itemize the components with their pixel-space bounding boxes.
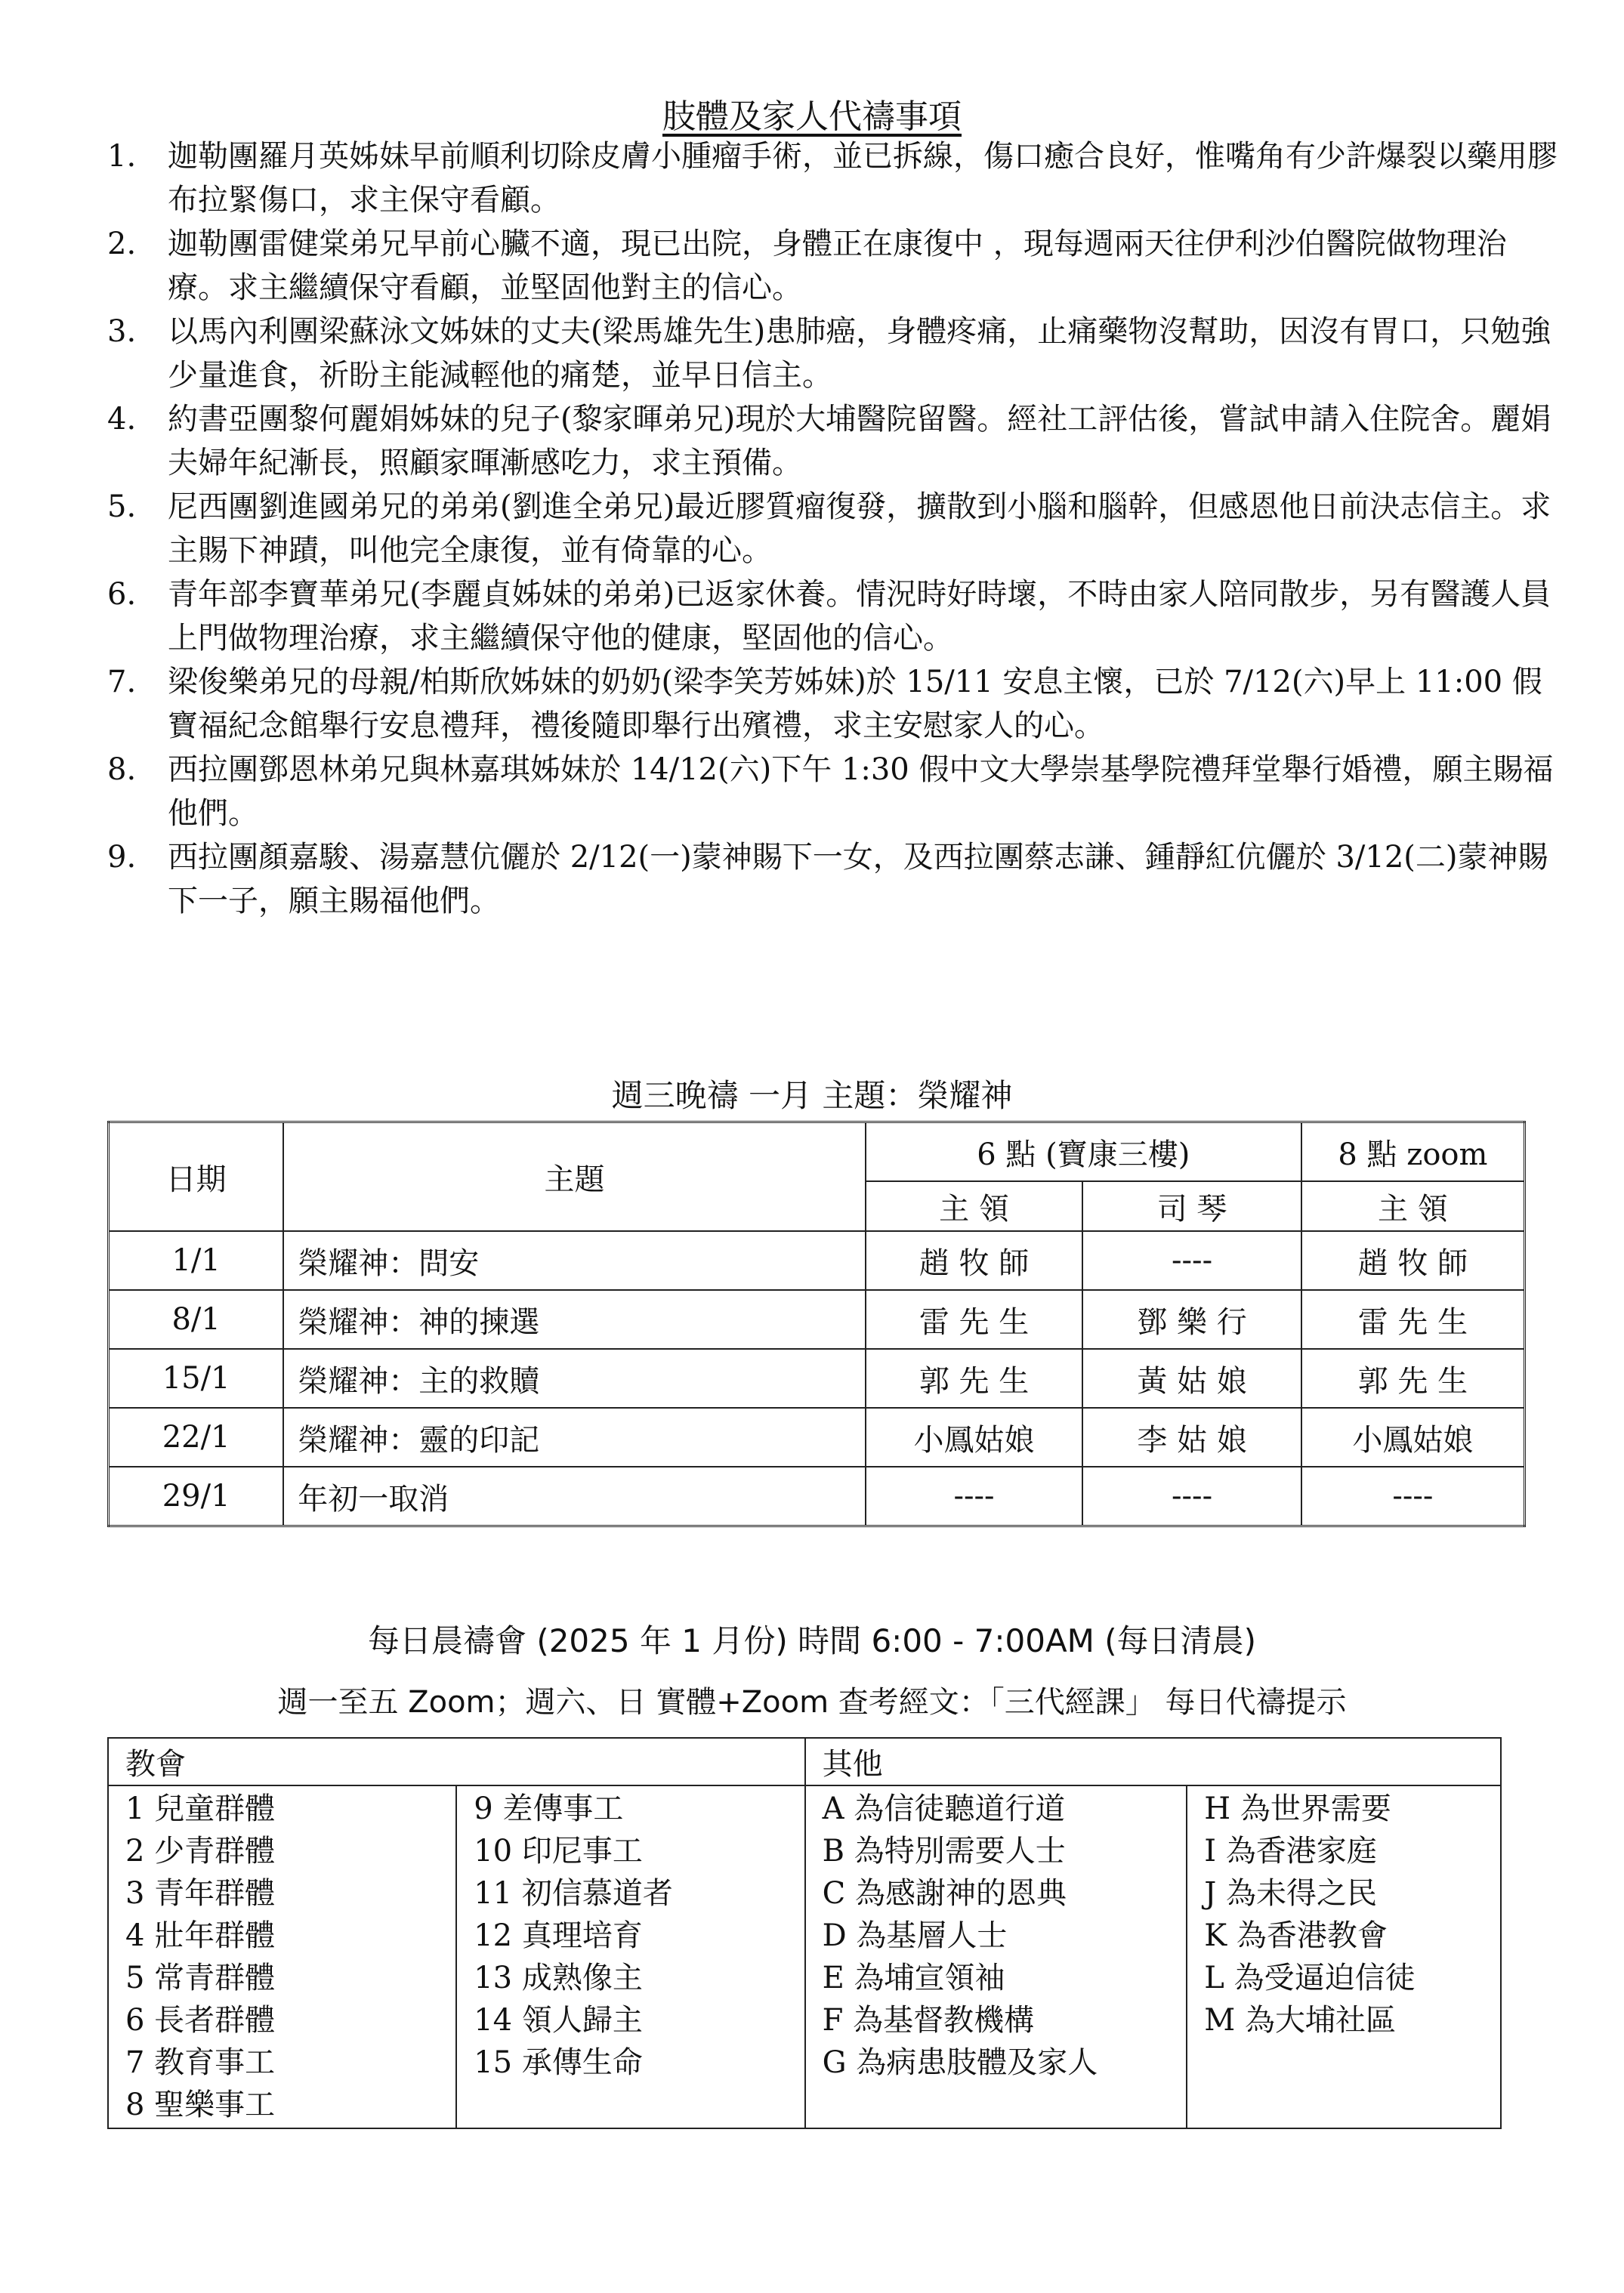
list-item: 4 壯年群體 xyxy=(125,1918,276,1953)
prayer-item xyxy=(107,485,1558,572)
prayer-item-text: 以馬內利團梁蘇泳文姊妹的丈夫(梁馬雄先生)患肺癌，身體疼痛，止痛藥物沒幫助，因沒有胃口，只勉強少量進食，祈盼主能減輕他的痛楚，並早日信主。 xyxy=(168,314,1551,393)
list-item: 7 教育事工 xyxy=(125,2045,276,2080)
cell-6pm-leader: 趙 牧 師 xyxy=(866,1231,1083,1290)
weekly-schedule-table xyxy=(107,1121,1526,1527)
cell-date: 22/1 xyxy=(109,1408,284,1467)
header-theme: 主題 xyxy=(283,1122,866,1232)
morning-prayer-subtitle: 週一至五 Zoom；週六、日 實體+Zoom 查考經文：「三代經課」 每日代禱提示 xyxy=(277,1685,1347,1720)
table-row xyxy=(109,1231,1525,1290)
prayer-item xyxy=(107,134,1558,222)
list-item: 13 成熟像主 xyxy=(474,1961,643,1995)
list-item: M 為大埔社區 xyxy=(1204,2003,1396,2038)
prayer-item-number: 3. xyxy=(107,314,137,349)
header-8pm-group: 8 點 zoom xyxy=(1301,1122,1525,1182)
list-item: E 為埔宣領袖 xyxy=(822,1961,1005,1995)
prayer-title: 肢體及家人代禱事項 xyxy=(662,97,962,136)
list-item: 11 初信慕道者 xyxy=(474,1876,673,1911)
list-item: 15 承傳生命 xyxy=(474,2045,643,2080)
morning-prayer-title: 每日晨禱會 (2025 年 1 月份) 時間 6:00 - 7:00AM (每日清晨) xyxy=(367,1622,1257,1659)
prayer-item-text: 迦勒團雷健棠弟兄早前心臟不適，現已出院，身體正在康復中 ，現每週兩天往伊利沙伯醫院做物理治療。求主繼續保守看顧，並堅固他對主的信心。 xyxy=(168,227,1507,305)
cell-date: 15/1 xyxy=(109,1349,284,1408)
church-column-2 xyxy=(456,1785,804,2128)
cell-theme: 榮耀神：主的救贖 xyxy=(283,1349,866,1408)
cell-6pm-pianist: 黃 姑 娘 xyxy=(1082,1349,1301,1408)
prayer-item-text: 梁俊樂弟兄的母親/柏斯欣姊妹的奶奶(梁李笑芳姊妹)於 15/11 安息主懷，已於 7/12(六)早上 11:00 假寶福紀念館舉行安息禮拜，禮後隨即舉行出殯禮，求主安慰家人的心。 xyxy=(168,665,1542,743)
list-item: L 為受逼迫信徒 xyxy=(1204,1961,1416,1995)
table-row xyxy=(109,1290,1525,1349)
prayer-item-text: 西拉團鄧恩林弟兄與林嘉琪姊妹於 14/12(六)下午 1:30 假中文大學崇基學院禮拜堂舉行婚禮，願主賜福他們。 xyxy=(168,752,1554,831)
cell-8pm-leader: ---- xyxy=(1301,1467,1525,1526)
weekly-title: 週三晚禱 一月 主題：榮耀神 xyxy=(611,1077,1013,1114)
cell-theme: 年初一取消 xyxy=(283,1467,866,1526)
prayer-item xyxy=(107,748,1558,835)
prayer-item-number: 1. xyxy=(107,139,137,174)
table-header-row xyxy=(108,1738,1501,1785)
prayer-item-number: 4. xyxy=(107,402,137,437)
list-item: G 為病患肢體及家人 xyxy=(822,2045,1098,2080)
cell-8pm-leader: 雷 先 生 xyxy=(1301,1290,1525,1349)
other-column-2 xyxy=(1187,1785,1501,2128)
header-6pm-group: 6 點 (寶康三樓) xyxy=(866,1122,1301,1182)
cell-8pm-leader: 小鳳姑娘 xyxy=(1301,1408,1525,1467)
prayer-item-number: 6. xyxy=(107,577,137,612)
list-item: 14 領人歸主 xyxy=(474,2003,643,2038)
prayer-item-text: 尼西團劉進國弟兄的弟弟(劉進全弟兄)最近膠質瘤復發，擴散到小腦和腦幹，但感恩他日前決志信主。求主賜下神蹟，叫他完全康復，並有倚靠的心。 xyxy=(168,489,1551,568)
table-row xyxy=(108,1785,1501,2128)
prayer-item-text: 約書亞團黎何麗娟姊妹的兒子(黎家暉弟兄)現於大埔醫院留醫。經社工評估後，嘗試申請入住院舍。麗娟夫婦年紀漸長，照顧家暉漸感吃力，求主預備。 xyxy=(168,402,1551,480)
prayer-item-text: 青年部李寶華弟兄(李麗貞姊妹的弟弟)已返家休養。情況時好時壞，不時由家人陪同散步，另有醫護人員上門做物理治療，求主繼續保守他的健康，堅固他的信心。 xyxy=(168,577,1551,656)
cell-6pm-pianist: 鄧 樂 行 xyxy=(1082,1290,1301,1349)
cell-6pm-pianist: 李 姑 娘 xyxy=(1082,1408,1301,1467)
prayer-list xyxy=(107,134,1558,923)
prayer-item-number: 2. xyxy=(107,227,137,261)
prayer-item xyxy=(107,310,1558,397)
cell-theme: 榮耀神：問安 xyxy=(283,1231,866,1290)
header-date: 日期 xyxy=(109,1122,284,1232)
cell-date: 29/1 xyxy=(109,1467,284,1526)
list-item: 9 差傳事工 xyxy=(474,1792,624,1826)
list-item: 12 真理培育 xyxy=(474,1918,643,1953)
list-item: K 為香港教會 xyxy=(1204,1918,1388,1953)
table-row xyxy=(109,1349,1525,1408)
cell-6pm-pianist: ---- xyxy=(1082,1467,1301,1526)
header-6pm-leader: 主 領 xyxy=(866,1181,1083,1231)
cell-theme: 榮耀神：神的揀選 xyxy=(283,1290,866,1349)
cell-date: 8/1 xyxy=(109,1290,284,1349)
list-item: 6 長者群體 xyxy=(125,2003,276,2038)
prayer-item xyxy=(107,835,1558,923)
list-item: J 為未得之民 xyxy=(1204,1876,1378,1911)
prayer-item-number: 5. xyxy=(107,489,137,524)
table-row xyxy=(109,1408,1525,1467)
list-item: D 為基層人士 xyxy=(822,1918,1008,1953)
cell-6pm-leader: 小鳳姑娘 xyxy=(866,1408,1083,1467)
prayer-item xyxy=(107,572,1558,660)
list-item: B 為特別需要人士 xyxy=(822,1834,1066,1869)
list-item: 8 聖樂事工 xyxy=(125,2088,276,2122)
prayer-item xyxy=(107,222,1558,310)
cell-8pm-leader: 郭 先 生 xyxy=(1301,1349,1525,1408)
table-row xyxy=(109,1467,1525,1526)
list-item: I 為香港家庭 xyxy=(1204,1834,1377,1869)
list-item: 5 常青群體 xyxy=(125,1961,276,1995)
list-item: F 為基督教機構 xyxy=(822,2003,1035,2038)
list-item: H 為世界需要 xyxy=(1204,1792,1391,1826)
cell-theme: 榮耀神：靈的印記 xyxy=(283,1408,866,1467)
other-column-1 xyxy=(805,1785,1187,2128)
list-item: 2 少青群體 xyxy=(125,1834,276,1869)
list-item: 3 青年群體 xyxy=(125,1876,276,1911)
list-item: 1 兒童群體 xyxy=(125,1792,276,1826)
prayer-item-number: 7. xyxy=(107,665,137,699)
other-header: 其他 xyxy=(805,1738,1501,1785)
prayer-item-text: 西拉團顏嘉駿、湯嘉慧伉儷於 2/12(一)蒙神賜下一女，及西拉團蔡志謙、鍾靜紅伉儷於 3/12(二)蒙神賜下一子，願主賜福他們。 xyxy=(168,840,1548,918)
header-6pm-pianist: 司 琴 xyxy=(1082,1181,1301,1231)
morning-prayer-table xyxy=(107,1737,1502,2129)
cell-6pm-pianist: ---- xyxy=(1082,1231,1301,1290)
table-header-row xyxy=(109,1122,1525,1182)
cell-6pm-leader: ---- xyxy=(866,1467,1083,1526)
church-header: 教會 xyxy=(108,1738,805,1785)
prayer-item-number: 8. xyxy=(107,752,137,787)
prayer-item xyxy=(107,660,1558,748)
church-column-1 xyxy=(108,1785,456,2128)
header-8pm-leader: 主 領 xyxy=(1301,1181,1525,1231)
list-item: A 為信徒聽道行道 xyxy=(822,1792,1066,1826)
prayer-item-number: 9. xyxy=(107,840,137,875)
prayer-item xyxy=(107,397,1558,485)
list-item: 10 印尼事工 xyxy=(474,1834,643,1869)
cell-6pm-leader: 郭 先 生 xyxy=(866,1349,1083,1408)
cell-8pm-leader: 趙 牧 師 xyxy=(1301,1231,1525,1290)
prayer-item-text: 迦勒團羅月英姊妹早前順利切除皮膚小腫瘤手術，並已拆線，傷口癒合良好，惟嘴角有少許爆裂以藥用膠布拉緊傷口，求主保守看顧。 xyxy=(168,139,1558,218)
cell-6pm-leader: 雷 先 生 xyxy=(866,1290,1083,1349)
list-item: C 為感謝神的恩典 xyxy=(822,1876,1067,1911)
cell-date: 1/1 xyxy=(109,1231,284,1290)
